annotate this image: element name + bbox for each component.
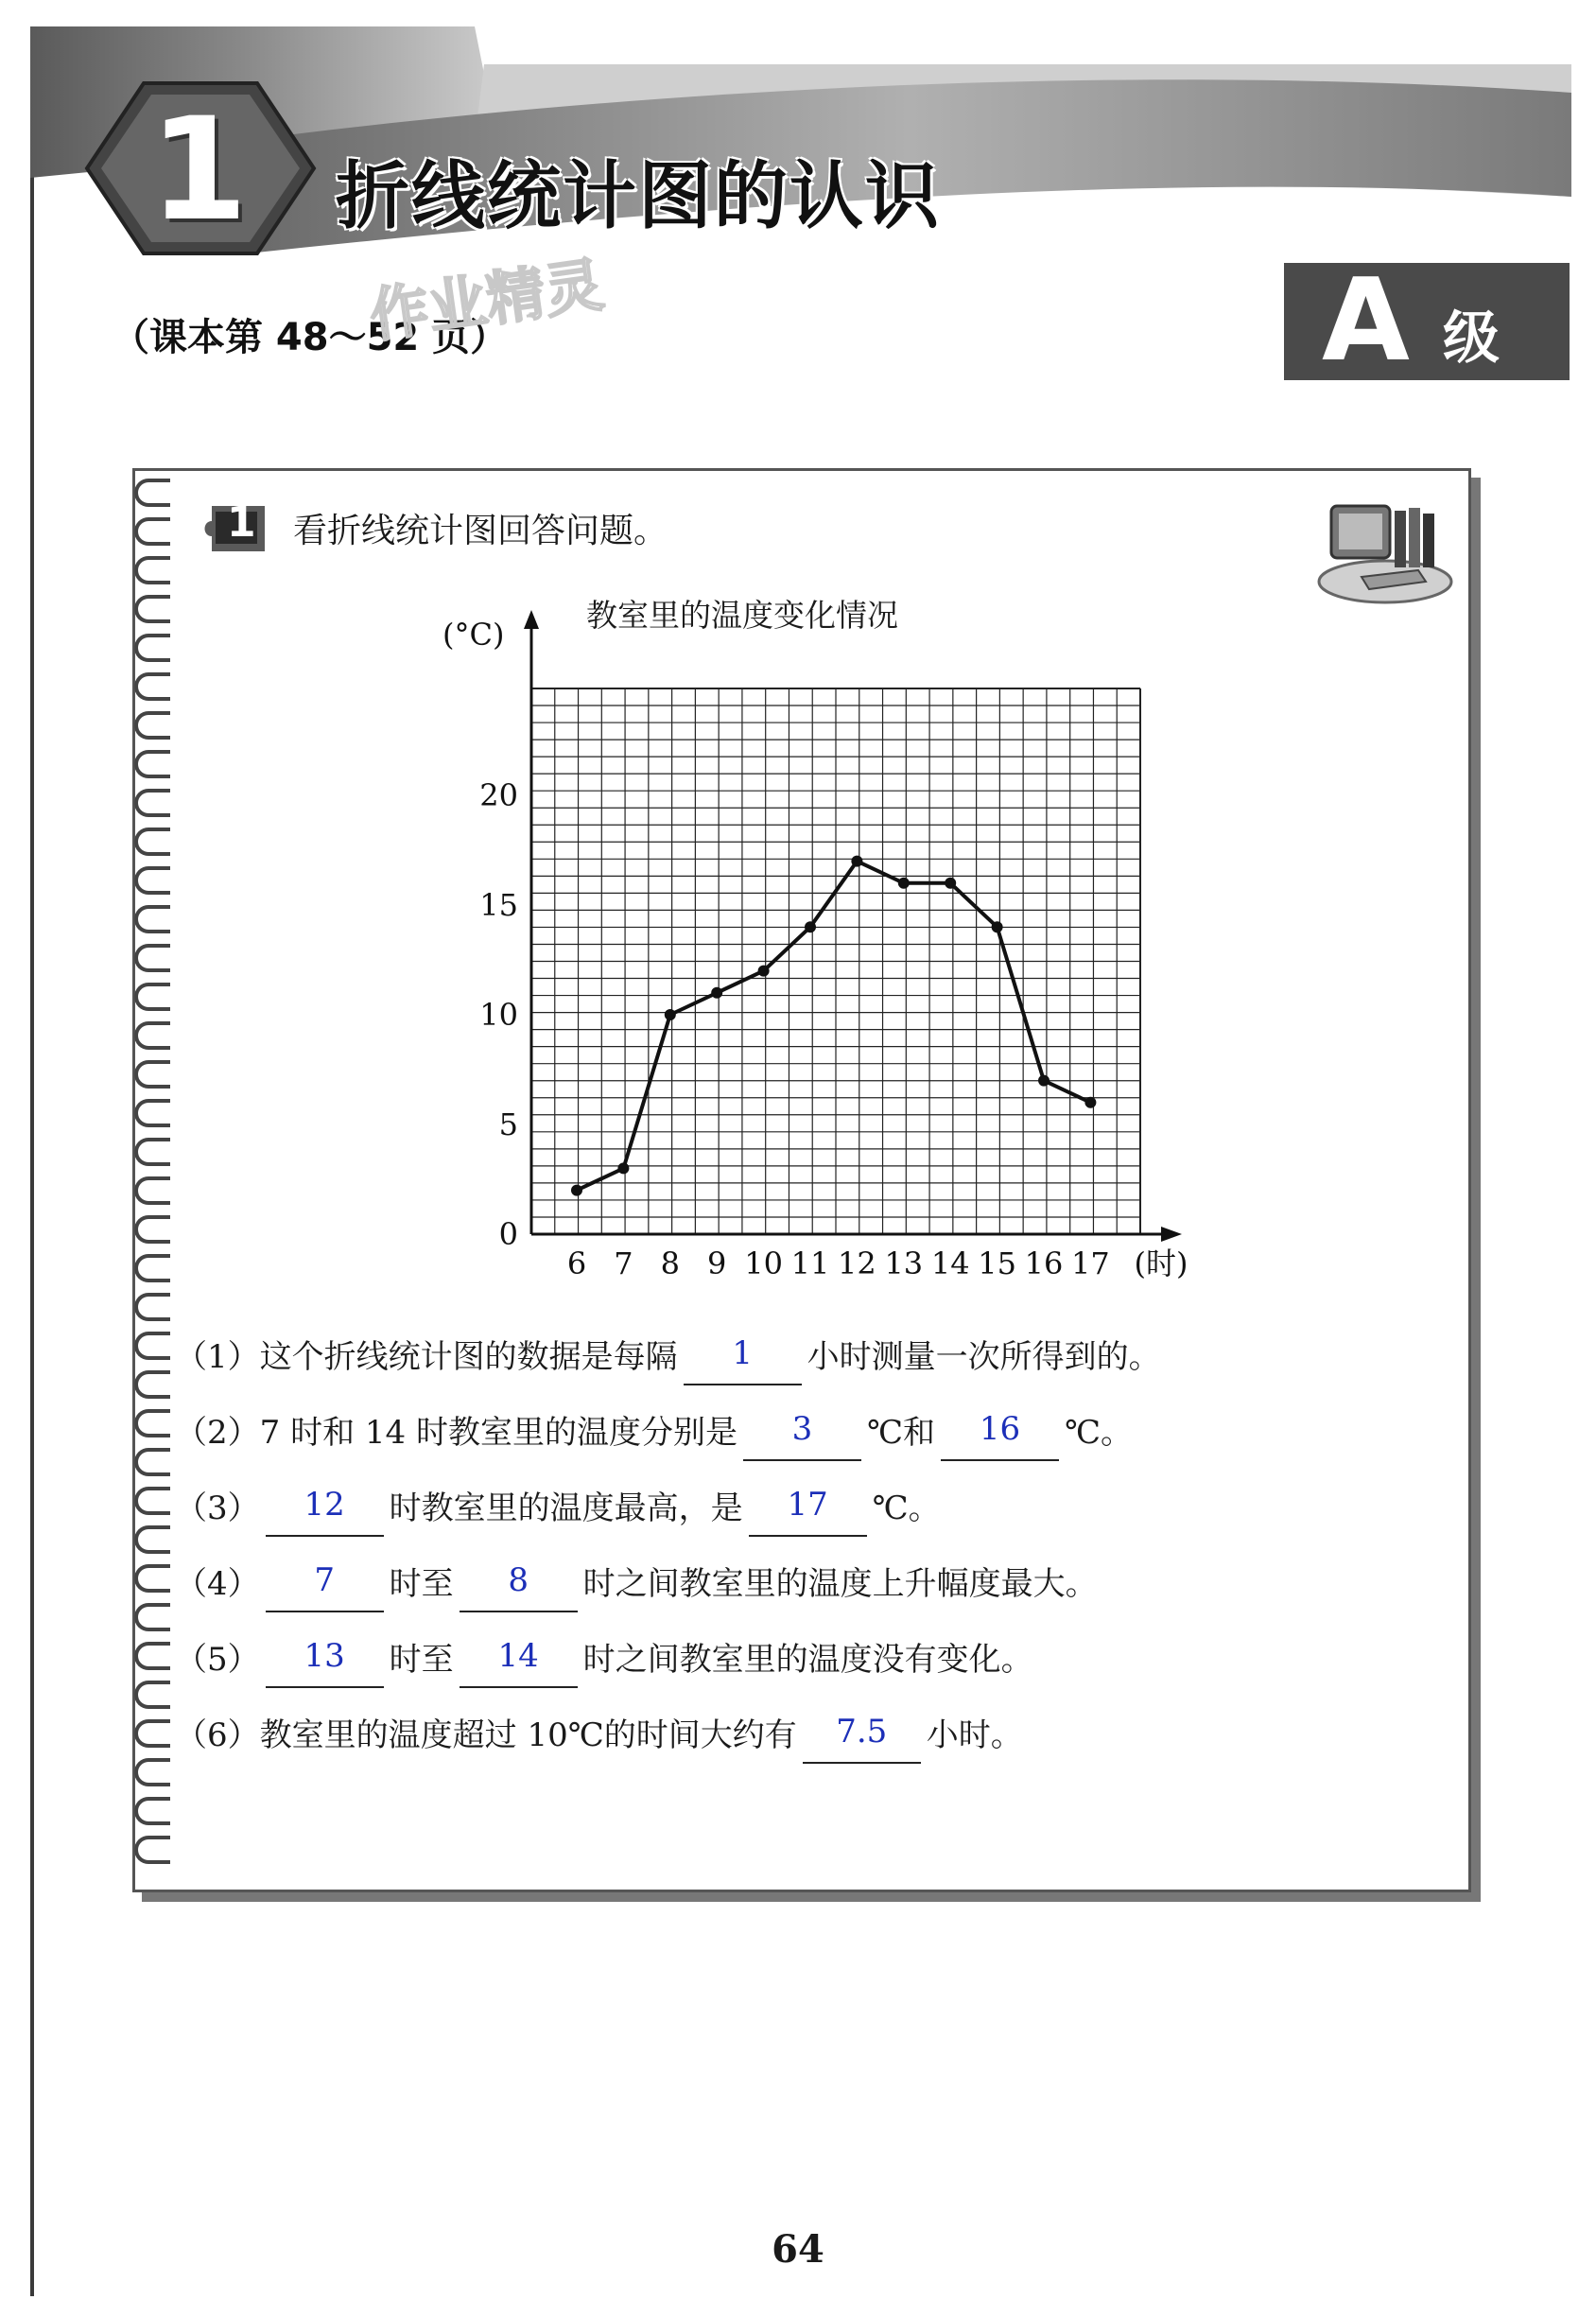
question-text: 时教室里的温度最高，是	[389, 1490, 743, 1527]
binding-ring	[134, 1176, 170, 1205]
binding-ring	[134, 1409, 170, 1437]
binding-ring	[134, 983, 170, 1011]
binding-ring	[134, 1370, 170, 1399]
y-tick-label: 20	[479, 777, 518, 813]
question-item	[175, 1546, 1404, 1622]
question-item	[175, 1698, 1404, 1773]
binding-ring	[134, 479, 170, 507]
binding-ring	[134, 789, 170, 817]
level-suffix: 级	[1443, 305, 1500, 372]
answer-blank[interactable]	[460, 1561, 578, 1612]
question-text: ℃。	[872, 1490, 941, 1527]
x-tick-label: 6	[566, 1246, 587, 1281]
binding-ring	[134, 634, 170, 662]
question-text: 时至	[389, 1565, 454, 1603]
binding-ring	[134, 1332, 170, 1360]
binding-ring	[134, 1603, 170, 1631]
question-text: 时至	[389, 1641, 454, 1679]
x-tick-label: 7	[614, 1246, 633, 1281]
binding-ring	[134, 905, 170, 933]
question-text: 时之间教室里的温度上升幅度最大。	[582, 1565, 1098, 1603]
binding-ring	[134, 1681, 170, 1709]
question-list	[175, 1319, 1404, 1773]
handwritten-answer: 1	[732, 1334, 753, 1372]
y-tick-label: 5	[498, 1106, 518, 1142]
exercise-prompt: 看折线统计图回答问题。	[293, 512, 668, 550]
question-number: （2）	[175, 1414, 260, 1452]
question-text: ℃和	[866, 1414, 936, 1452]
question-item	[175, 1319, 1404, 1395]
question-number: （4）	[175, 1565, 260, 1603]
binding-ring	[134, 1797, 170, 1825]
binding-ring	[134, 750, 170, 778]
chapter-title: 折线统计图的认识	[336, 154, 942, 239]
handwritten-answer: 13	[304, 1637, 345, 1675]
level-badge	[1284, 255, 1570, 387]
handwritten-answer: 14	[497, 1637, 539, 1675]
answer-blank[interactable]	[749, 1486, 867, 1537]
binding-ring	[134, 1254, 170, 1282]
binding-ring	[134, 1099, 170, 1127]
binding-ring	[134, 517, 170, 546]
binding-ring	[134, 711, 170, 740]
handwritten-answer: 8	[508, 1561, 529, 1599]
exercise-number: 1	[227, 498, 256, 547]
binding-ring	[134, 1719, 170, 1748]
answer-blank[interactable]	[803, 1713, 921, 1764]
x-tick-label: 12	[838, 1246, 876, 1281]
handwritten-answer: 3	[791, 1410, 813, 1448]
y-tick-label: 15	[479, 887, 518, 923]
answer-blank[interactable]	[684, 1334, 802, 1385]
answer-blank[interactable]	[743, 1410, 861, 1461]
question-number: （5）	[175, 1641, 260, 1679]
question-number: （6）	[175, 1716, 260, 1754]
question-item	[175, 1395, 1404, 1471]
y-tick-label: 0	[498, 1216, 518, 1252]
x-tick-label: 16	[1024, 1246, 1064, 1281]
binding-ring	[134, 595, 170, 623]
answer-blank[interactable]	[460, 1637, 578, 1688]
binding-ring	[134, 1758, 170, 1786]
textbook-page-reference: （课本第 48～52 页）	[112, 316, 509, 359]
question-item	[175, 1471, 1404, 1546]
x-axis-label: (时)	[1134, 1246, 1188, 1281]
x-tick-label: 15	[978, 1246, 1016, 1281]
binding-ring	[134, 1215, 170, 1244]
watermark: 作业精灵	[365, 250, 608, 351]
question-text: 时之间教室里的温度没有变化。	[582, 1641, 1033, 1679]
binding-ring	[134, 1487, 170, 1515]
handwritten-answer: 12	[304, 1486, 345, 1524]
x-tick-label: 9	[707, 1246, 727, 1281]
handwritten-answer: 16	[979, 1410, 1021, 1448]
level-letter: A	[1322, 255, 1410, 387]
question-text: 教室里的温度超过 10℃的时间大约有	[259, 1716, 797, 1754]
question-text: 小时。	[926, 1716, 1023, 1754]
binding-ring	[134, 672, 170, 701]
handwritten-answer: 7.5	[836, 1713, 888, 1751]
question-number: （3）	[175, 1490, 260, 1527]
x-tick-label: 8	[660, 1246, 680, 1281]
binding-ring	[134, 866, 170, 895]
question-text: 小时测量一次所得到的。	[807, 1338, 1161, 1376]
x-tick-label: 17	[1071, 1246, 1110, 1281]
binding-ring	[134, 1138, 170, 1166]
binding-ring	[134, 944, 170, 972]
spiral-binding	[134, 473, 172, 1882]
binding-ring	[134, 1564, 170, 1593]
binding-ring	[134, 556, 170, 584]
binding-ring	[134, 1836, 170, 1864]
x-tick-label: 11	[790, 1246, 830, 1281]
answer-blank[interactable]	[266, 1561, 384, 1612]
answer-blank[interactable]	[266, 1637, 384, 1688]
answer-blank[interactable]	[941, 1410, 1059, 1461]
binding-ring	[134, 1021, 170, 1050]
page-number: 64	[772, 2227, 824, 2272]
x-tick-label: 10	[744, 1246, 783, 1281]
unit-number: 1	[148, 88, 249, 253]
y-tick-label: 10	[479, 997, 518, 1033]
y-axis-label: (°C)	[442, 617, 505, 653]
handwritten-answer: 7	[314, 1561, 335, 1599]
handwritten-answer: 17	[787, 1486, 828, 1524]
question-item	[175, 1622, 1404, 1698]
question-text: 这个折线统计图的数据是每隔	[259, 1338, 678, 1376]
question-text: 7 时和 14 时教室里的温度分别是	[259, 1414, 737, 1452]
exercise-number-badge	[199, 496, 274, 561]
computer-books-icon	[1305, 487, 1456, 614]
x-tick-label: 14	[930, 1246, 970, 1281]
binding-ring	[134, 1293, 170, 1321]
question-text: ℃。	[1065, 1414, 1134, 1452]
binding-ring	[134, 1642, 170, 1670]
x-tick-label: 13	[884, 1246, 924, 1281]
chart-title: 教室里的温度变化情况	[586, 597, 898, 634]
answer-blank[interactable]	[266, 1486, 384, 1537]
binding-ring	[134, 1448, 170, 1476]
binding-ring	[134, 1060, 170, 1089]
binding-ring	[134, 1525, 170, 1554]
question-number: （1）	[175, 1338, 260, 1376]
binding-ring	[134, 828, 170, 856]
